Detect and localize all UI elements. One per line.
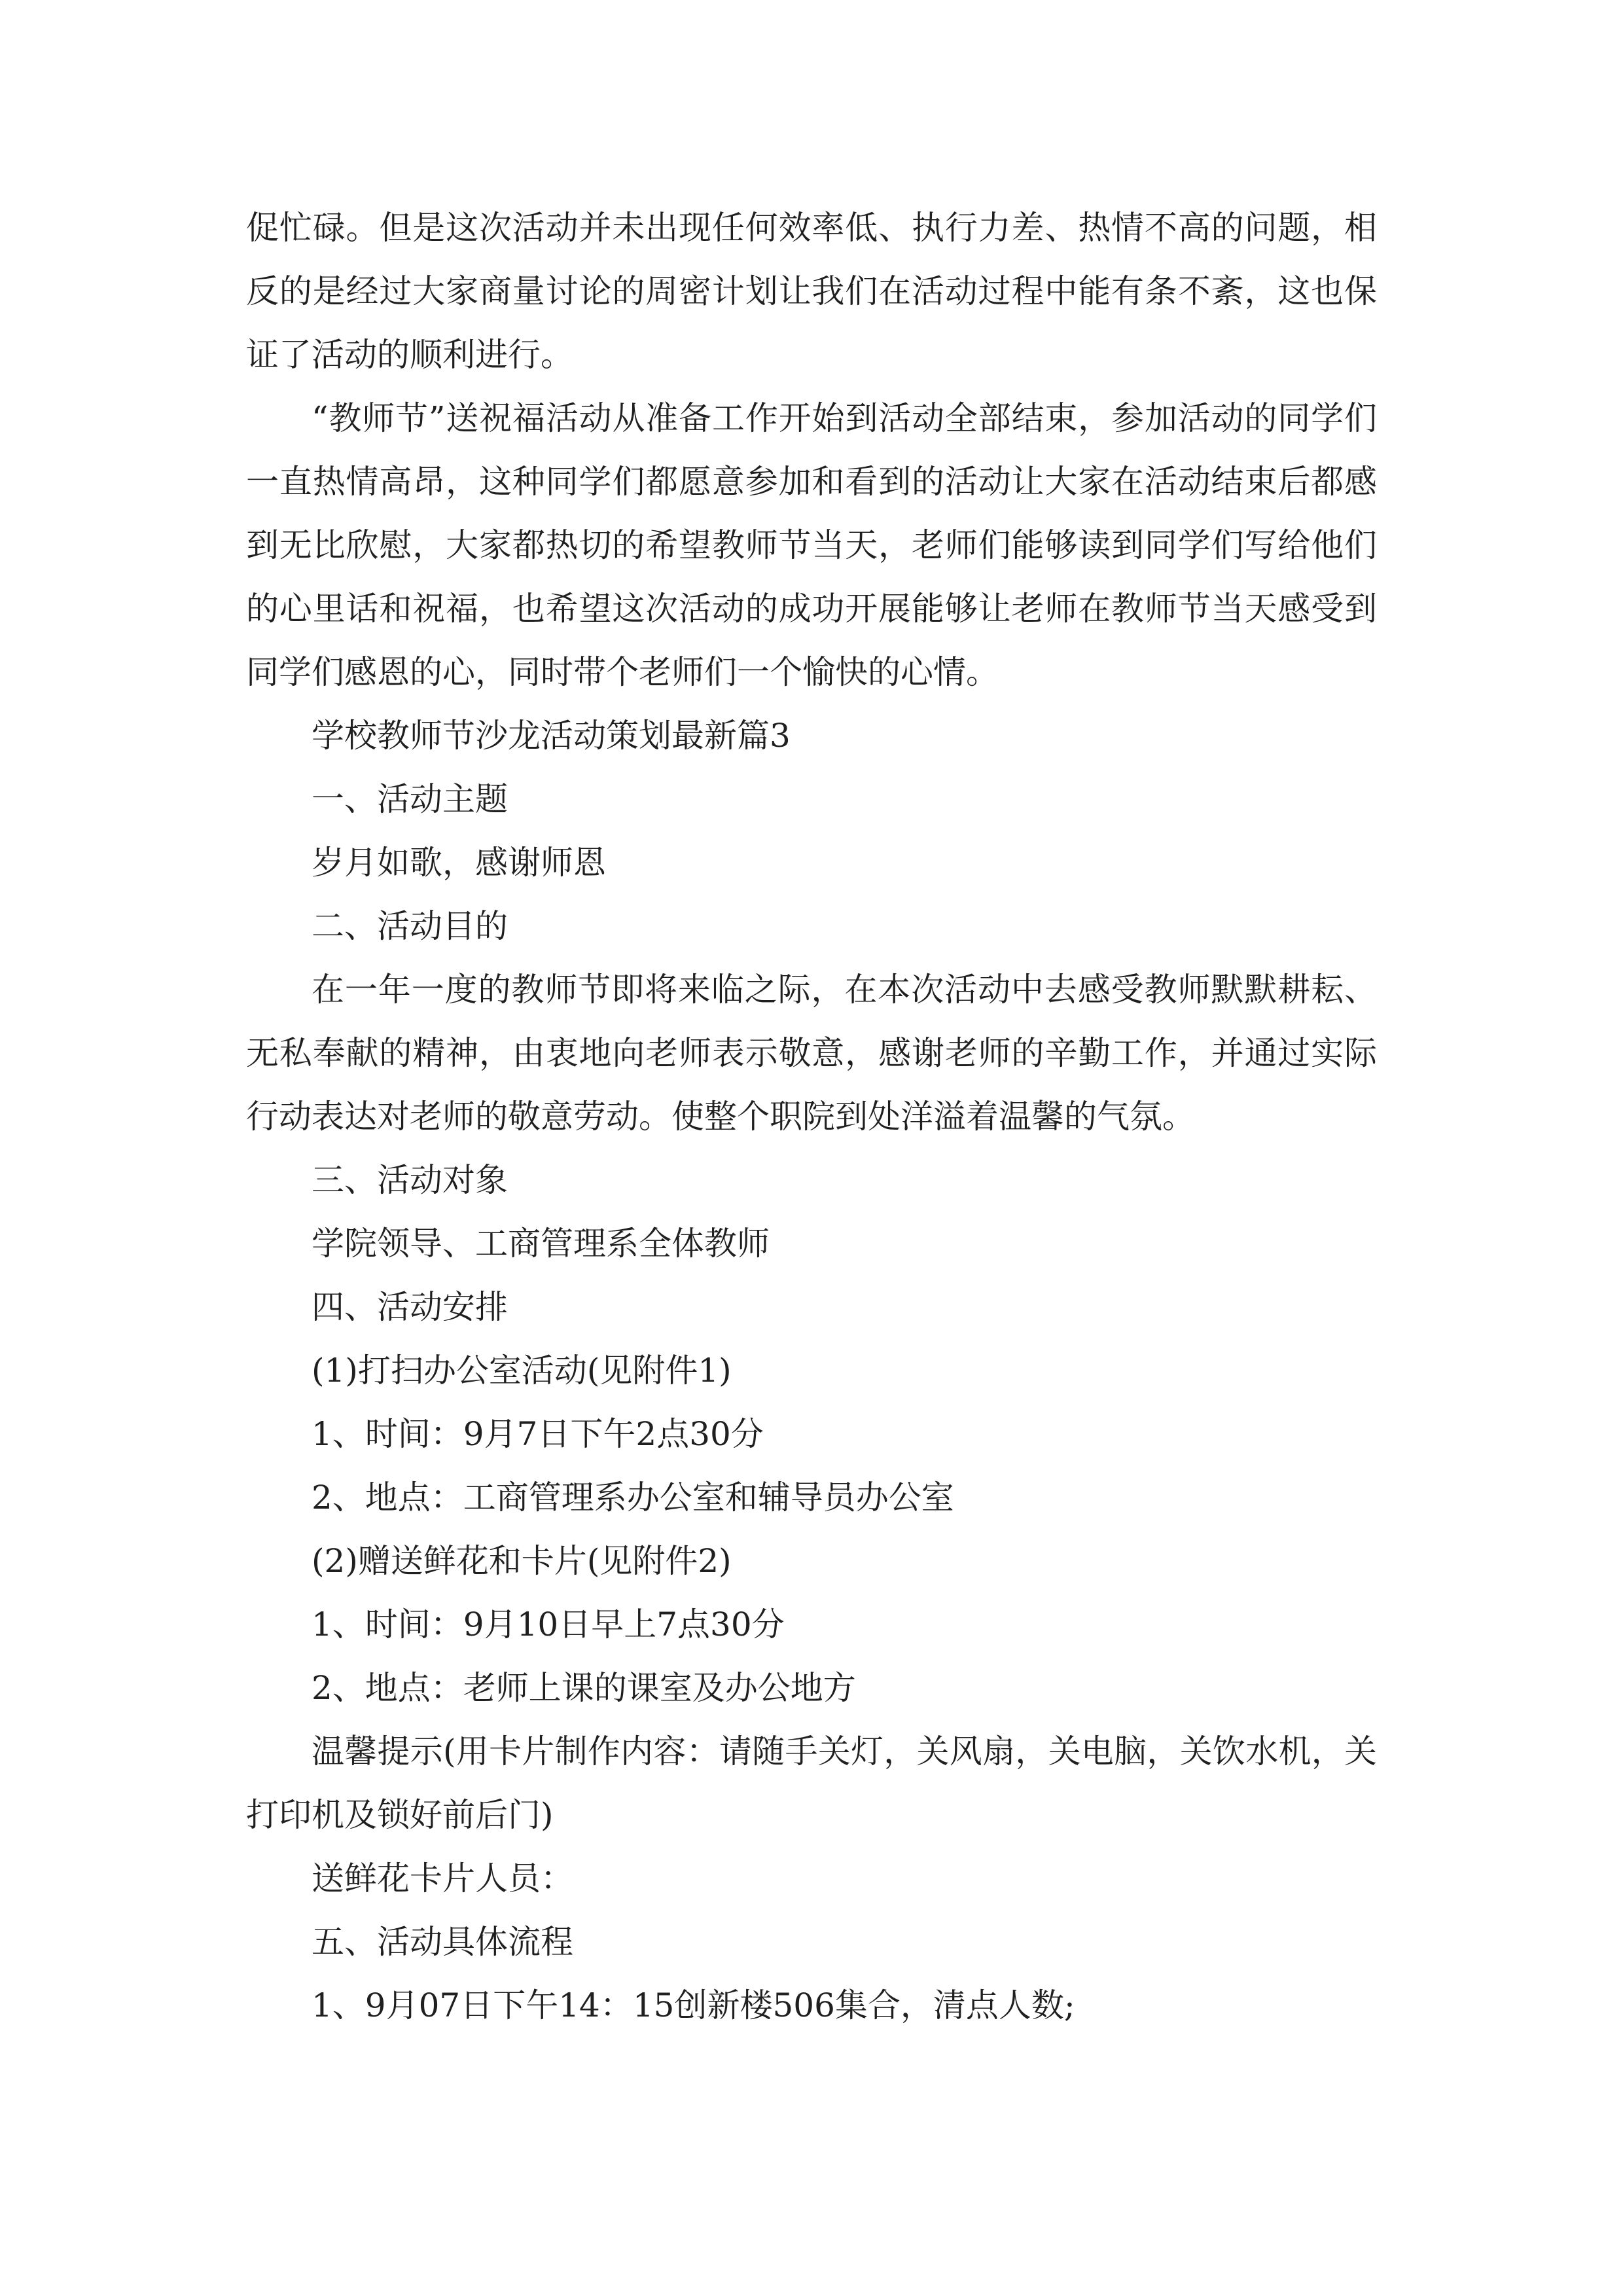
process-step-1: 1、9月07日下午14：15创新楼506集合，清点人数; [312, 1986, 1075, 2024]
warm-reminder: 温馨提示(用卡片制作内容：请随手关灯，关风扇，关电脑，关饮水机，关打印机及锁好前后门) [246, 1732, 1377, 1834]
arrangement-2-time: 1、时间：9月10日早上7点30分 [312, 1605, 785, 1643]
arrangement-2-place: 2、地点：老师上课的课室及办公地方 [312, 1669, 856, 1707]
flower-card-staff: 送鲜花卡片人员： [312, 1859, 573, 1897]
arrangement-1-time: 1、时间：9月7日下午2点30分 [312, 1415, 764, 1453]
document-body [246, 196, 1377, 2037]
heading-activity-target: 三、活动对象 [312, 1161, 508, 1199]
activity-target-text: 学院领导、工商管理系全体教师 [312, 1225, 770, 1263]
paragraph-2: “教师节”送祝福活动从准备工作开始到活动全部结束，参加活动的同学们一直热情高昂，这种同学们都愿意参加和看到的活动让大家在活动结束后都感到无比欣慰，大家都热切的希望教师节当天，老师们能够读到同学们写给他们的心里话和祝福，也希望这次活动的成功开展能够让老师在教师节当天感受到同学们感恩的心，同时带个老师们一个愉快的心情。 [246, 399, 1377, 691]
arrangement-item-2: (2)赠送鲜花和卡片(见附件2) [312, 1542, 732, 1580]
arrangement-1-place: 2、地点：工商管理系办公室和辅导员办公室 [312, 1479, 954, 1516]
section-title: 学校教师节沙龙活动策划最新篇3 [312, 717, 791, 755]
heading-activity-arrangement: 四、活动安排 [312, 1288, 508, 1326]
heading-activity-theme: 一、活动主题 [312, 780, 508, 818]
activity-purpose-text: 在一年一度的教师节即将来临之际，在本次活动中去感受教师默默耕耘、无私奉献的精神，由衷地向老师表示敬意，感谢老师的辛勤工作，并通过实际行动表达对老师的敬意劳动。使整个职院到处洋溢着温馨的气氛。 [246, 971, 1377, 1136]
paragraph-1: 促忙碌。但是这次活动并未出现任何效率低、执行力差、热情不高的问题，相反的是经过大家商量讨论的周密计划让我们在活动过程中能有条不紊，这也保证了活动的顺利进行。 [246, 209, 1377, 374]
heading-activity-purpose: 二、活动目的 [312, 907, 508, 945]
arrangement-item-1: (1)打扫办公室活动(见附件1) [312, 1352, 732, 1390]
activity-theme-text: 岁月如歌，感谢师恩 [312, 844, 606, 882]
heading-activity-process: 五、活动具体流程 [312, 1923, 573, 1961]
